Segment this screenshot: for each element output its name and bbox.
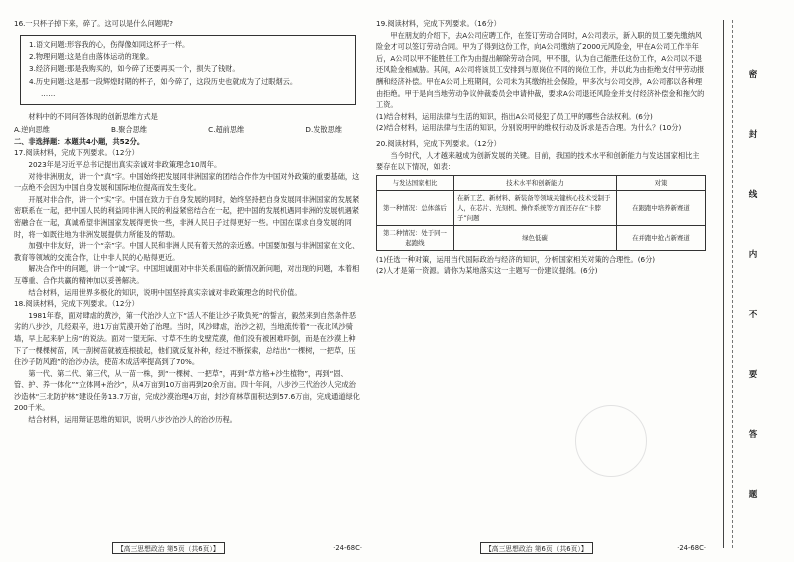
seal-line-text	[744, 20, 762, 548]
table-cell: 在跟跑中培养新赛道	[617, 190, 706, 225]
paper-code: ·24-68C·	[333, 544, 362, 552]
option-a[interactable]: A.逆向思维	[14, 125, 50, 135]
seal-dashed-line	[732, 20, 733, 548]
q17-ask: 结合材料，运用世界多极化的知识，说明中国坚持真实亲诚对非政策理念的时代价值。	[28, 287, 302, 297]
q16-question: 材料中的不同问答体现的创新思维方式是	[28, 111, 158, 121]
table-header: 与发达国家相比	[377, 175, 454, 190]
option-b[interactable]: B.聚合思维	[111, 125, 147, 135]
q20-ask: (1)任选一种对策，运用当代国际政治与经济的知识，分析国家相关对策的合理性。(6分)	[376, 254, 656, 264]
q17-para: 解决合作中的问题，讲一个“诚”字。中国坦诚面对中非关系面临的新情况新问题，对出现的问题，本着相互尊重、合作共赢的精神加以妥善解决。	[14, 264, 360, 285]
q17-para: 加强中非友好，讲一个“亲”字。中国人民和非洲人民有着天然的亲近感。中国要加强与非洲国家在文化、教育等领域的交流合作，让中非人民的心贴得更近。	[14, 241, 360, 262]
q16-options	[14, 124, 362, 136]
q17-stem: 17.阅读材料，完成下列要求。（12分）	[14, 148, 139, 158]
table-row	[377, 225, 706, 250]
q16-line: 3.经济问题:那是我购买的，如今碎了还要再买一个，损失了钱财。	[29, 64, 240, 74]
q18-stem: 18.阅读材料，完成下列要求。（12分）	[14, 299, 139, 309]
q19-ask: (2)结合材料，运用法律与生活的知识，分别说明甲的维权行动及诉求是否合理。为什么？(10分)	[376, 123, 682, 133]
q20-intro: 当今时代，人才越来越成为创新发展的关键。目前，我国的技术水平和创新能力与发达国家相比主要存在以下情况，如表：	[376, 150, 700, 172]
table-cell: 第一种情况：总体落后	[377, 190, 454, 225]
left-column	[14, 18, 362, 426]
table-cell: 第二种情况：处于同一起跑线	[377, 225, 454, 250]
seal-char: 密	[748, 70, 758, 80]
q19-para: 甲在朋友的介绍下，去A公司应聘工作，在签订劳动合同时，A公司表示，新入职的员工要先缴纳风险金才可以签订劳动合同。甲为了得到这份工作，向A公司缴纳了2000元风险金，甲在A公司工作半年后，A公司以甲不能胜任工作为由提出解除劳动合同，甲不服，认为自己能胜任这份工作，A公司以不退还风险金相威胁。其间，A公司将该员工安排到与原岗位不同的岗位工作，并以此为由拒绝支付甲劳动报酬和经济补偿。甲在A公司上班期间，公司未为其缴纳社会保险，甲多次与公司交涉，A公司都以各种理由拒绝。甲于是向当地劳动争议仲裁委员会申请仲裁，要求A公司退还风险金并支付经济补偿金和拖欠的工资。	[376, 30, 705, 110]
paper-code: ·24-68C·	[677, 544, 706, 552]
q19-stem: 19.阅读材料，完成下列要求。（16分）	[376, 19, 501, 28]
seal-char: 答	[748, 430, 758, 440]
seal-char: 不	[748, 310, 758, 320]
seal-char: 题	[748, 490, 758, 500]
q16-stem: 16.一只杯子掉下来，碎了。这可以是什么问题呢?	[14, 19, 173, 28]
q16-line: ……	[41, 89, 56, 99]
table-header: 技术水平和创新能力	[454, 175, 617, 190]
table-header: 对策	[617, 175, 706, 190]
q16-material-box	[20, 35, 356, 105]
q20-ask: (2)人才是第一资源。请你为某地落实这一主题写一份建议提纲。(6分)	[376, 266, 598, 276]
q20-stem: 20.阅读材料，完成下列要求。（12分）	[376, 138, 501, 148]
q16-line: 4.历史问题:这是那一段辉煌时期的杯子，如今碎了，这段历史也就成为了过眼烟云。	[29, 76, 298, 86]
table-cell: 在并跑中抢占新赛道	[617, 225, 706, 250]
table-cell: 绿色低碳	[454, 225, 617, 250]
option-d[interactable]: D.发散思维	[305, 125, 342, 135]
q16-line: 2.物理问题:这是自由落体运动的现象。	[29, 52, 154, 61]
right-column	[376, 18, 706, 277]
q17-para: 2023年是习近平总书记提出真实亲诚对非政策理念10周年。	[28, 160, 222, 169]
q17-para: 开展对非合作，讲一个“实”字。中国在致力于自身发展的同时，始终坚持把自身发展同非洲国家的发展紧密联系在一起，把中国人民的利益同非洲人民的利益紧密结合在一起，把中国的发展机遇同非洲的发展机遇紧密融合在一起，真诚希望非洲国家发展得更快一些，非洲人民日子过得更好一些。中国在谋求自身发展的同时，将一如既往地为非洲发展提供力所能及的帮助。	[14, 194, 360, 239]
q16-line: 1.语文问题:形容我的心，伤得像如同这杯子一样。	[29, 39, 190, 49]
page-label: 【高三思想政治 第6页（共6页）】	[480, 542, 593, 554]
faint-stamp	[575, 405, 647, 477]
q19-ask: (1)结合材料，运用法律与生活的知识，指出A公司侵犯了员工甲的哪些合法权利。(6分)	[376, 111, 653, 121]
page-label: 【高三思想政治 第5页（共6页）】	[112, 542, 225, 554]
seal-char: 内	[748, 250, 758, 260]
seal-char: 封	[748, 130, 758, 140]
q18-para: 第一代、第二代、第三代，从一苗一株，到“一棵树、一把草”，再到“草方格+沙生植物”，再到“固、管、护、养一体化”“立体网+治沙”，从4万亩到10万亩再到20余万亩。四十年间，八步沙三代治沙人完成治沙造林“三北防护林”建设任务13.7万亩，完成沙漠治理4万亩，封沙育林草面积达到57.6万亩，完成通道绿化200千米。	[14, 368, 360, 413]
q18-para: 1981年春，面对肆虐的黄沙，第一代治沙人立下“活人不能让沙子欺负死”的誓言，毅然来到自然条件恶劣的八步沙，几经艰辛，进1万亩荒漠开始了治理。当时，风沙肆虐，治沙之初，当地流传着“一夜北风沙骑墙，早上起来驴上房”的说法。面对一望无际、寸草不生的戈壁荒漠，他们没有被困难吓倒，而是在沙漠上种下了一棵棵树苗，风一刮树苗就被连根拔起，他们就反复补种，经过不断探索，总结出“一棵树，一把草，压住沙子防风跑”的治沙办法，使苗木成活率提高到了70%。	[14, 310, 357, 367]
section-2-heading: 二、非选择题：本题共4小题，共52分。	[14, 136, 145, 146]
option-c[interactable]: C.超前思维	[208, 125, 245, 135]
right-footer	[480, 542, 706, 554]
seal-line-margin	[723, 20, 786, 548]
left-footer	[112, 542, 362, 554]
seal-char: 线	[748, 190, 758, 200]
q20-table	[376, 175, 706, 251]
seal-char: 要	[748, 370, 758, 380]
q18-ask: 结合材料，运用辩证思维的知识，说明八步沙治沙人的治沙历程。	[28, 415, 237, 425]
table-header-row	[377, 175, 706, 190]
q17-para: 对待非洲朋友，讲一个“真”字。中国始终把发展同非洲国家的团结合作作为中国对外政策的重要基础，这一点绝不会因为中国自身发展和国际地位提高而发生变化。	[14, 171, 360, 193]
table-cell: 在新工艺、新材料、新装备等领域关键核心技术受制于人，在芯片、光刻机、操作系统等方面还存在“卡脖子”问题	[454, 190, 617, 225]
table-row	[377, 190, 706, 225]
